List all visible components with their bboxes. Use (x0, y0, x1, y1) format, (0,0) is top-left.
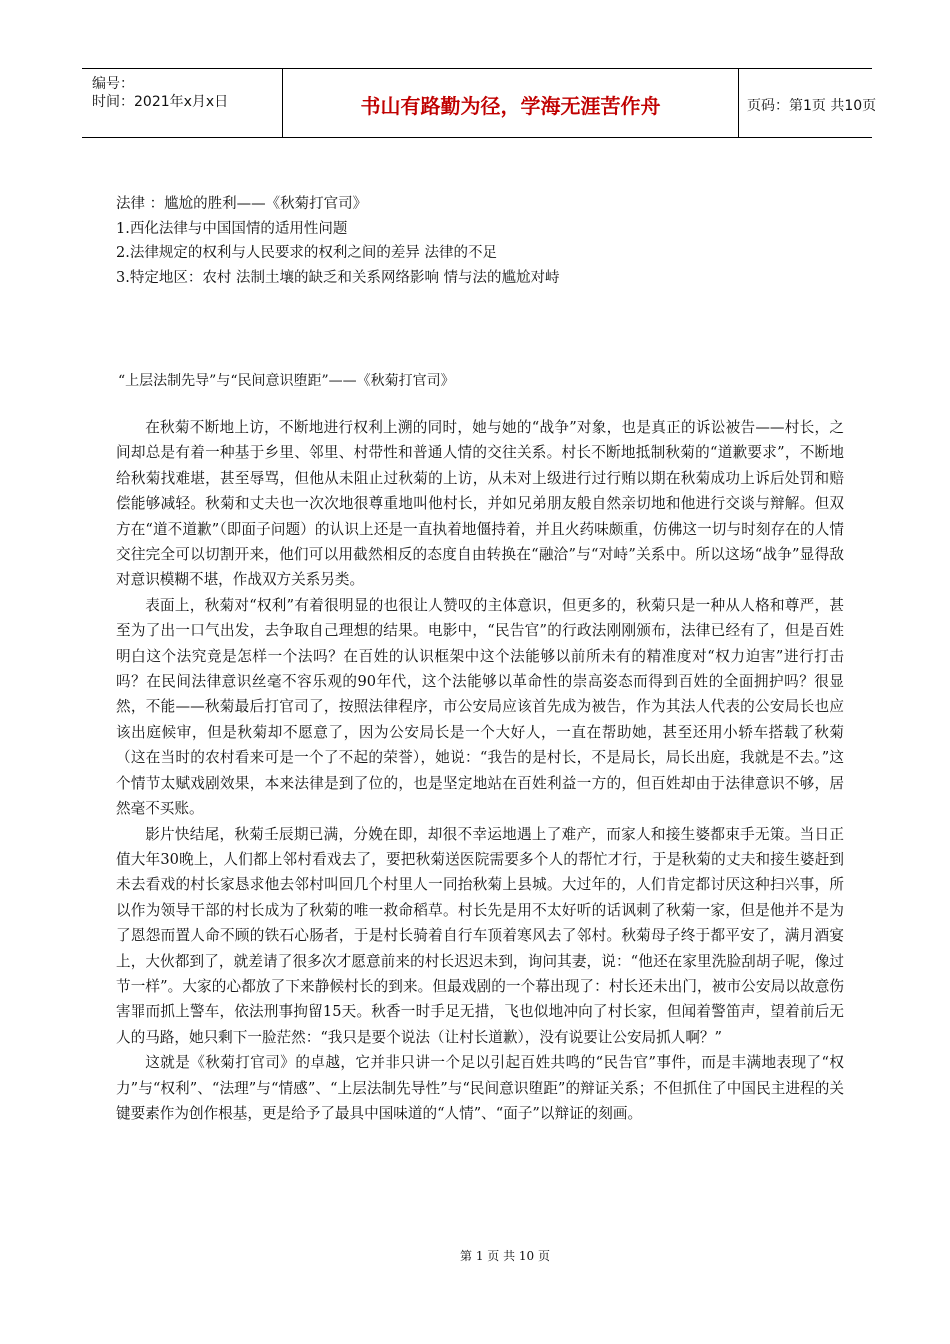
body-paragraph: 在秋菊不断地上访，不断地进行权利上溯的同时，她与她的“战争”对象，也是真正的诉讼被告——村长，之间却总是有着一种基于乡里、邻里、村带性和普通人情的交往关系。村长不断地抵制秋菊的“道歉要求”，不断地给秋菊找难堪，甚至辱骂，但他从未阻止过秋菊的上访，从未对上级进行过行贿以期在秋菊成功上诉后处罚和赔偿能够减轻。秋菊和丈夫也一次次地很尊重地叫他村长，并如兄弟朋友般自然亲切地和他进行交谈与辩解。但双方在“道不道歉”（即面子问题）的认识上还是一直执着地僵持着，并且火药味颇重，仿佛这一切与时刻存在的人情交往完全可以切割开来，他们可以用截然相反的态度自由转换在“融洽”与“对峙”关系中。所以这场“战争”显得敌对意识模糊不堪，作战双方关系另类。 (116, 419, 844, 589)
outline-item: 3.特定地区：农村 法制土壤的缺乏和关系网络影响 情与法的尴尬对峙 (116, 269, 560, 286)
footer-page-number: 第 1 页 共 10 页 (460, 1249, 550, 1263)
body-paragraph: 表面上，秋菊对“权利”有着很明显的也很让人赞叹的主体意识，但更多的，秋菊只是一种从人格和尊严，甚至为了出一口气出发，去争取自己理想的结果。电影中，“民告官”的行政法刚刚颁布，法律已经有了，但是百姓明白这个法究竟是怎样一个法吗？在百姓的认识框架中这个法能够以前所未有的精准度对“权力迫害”进行打击吗？在民间法律意识丝毫不容乐观的90年代，这个法能够以革命性的崇高姿态而得到百姓的全面拥护吗？很显然，不能——秋菊最后打官司了，按照法律程序，市公安局应该首先成为被告，作为其法人代表的公安局长也应该出庭候审，但是秋菊却不愿意了，因为公安局长是一个大好人，一直在帮助她，甚至还用小轿车搭载了秋菊（这在当时的农村看来可是一个了不起的荣誉），她说：“我告的是村长，不是局长，局长出庭，我就是不去。”这个情节太赋戏剧效果，本来法律是到了位的，也是坚定地站在百姓利益一方的，但百姓却由于法律意识不够，居然毫不买账。 (116, 596, 844, 818)
article-title: “上层法制先导”与“民间意识堕距”——《秋菊打官司》 (118, 373, 455, 389)
document-number-label: 编号： (92, 76, 134, 92)
outline-item: 1.西化法律与中国国情的适用性问题 (116, 220, 348, 237)
header-page-cell (737, 69, 877, 137)
header-page-number: 页码：第1页 共10页 (747, 98, 877, 114)
outline-item: 2.法律规定的权利与人民要求的权利之间的差异 法律的不足 (116, 245, 497, 261)
outline-title: 法律 ：尴尬的胜利——《秋菊打官司》 (116, 196, 368, 212)
body-paragraph: 影片快结尾，秋菊壬辰期已满，分娩在即，却很不幸运地遇上了难产，而家人和接生婆都束手无策。当日正值大年30晚上，人们都上邻村看戏去了，要把秋菊送医院需要多个人的帮忙才行，于是秋菊的丈夫和接生婆赶到未去看戏的村长家恳求他去邻村叫回几个村里人一同抬秋菊上县城。大过年的，人们肯定都讨厌这种扫兴事，所以作为领导干部的村长成为了秋菊的唯一救命稻草。村长先是用不太好听的话讽刺了秋菊一家，但是他并不是为了恩怨而置人命不顾的铁石心肠者，于是村长骑着自行车顶着寒风去了邻村。秋菊母子终于都平安了，满月酒宴上，大伙都到了，就差请了很多次才愿意前来的村长迟迟未到，询问其妻，说：“他还在家里洗脸刮胡子呢，像过节一样”。大家的心都放了下来静候村长的到来。但最戏剧的一个幕出现了：村长还未出门，被市公安局以故意伤害罪而抓上警车，依法刑事拘留15天。秋香一时手足无措，飞也似地冲向了村长家，但闻着警笛声，望着前后无人的马路，她只剩下一脸茫然：“我只是要个说法（让村长道歉），没有说要让公安局抓人啊？” (116, 825, 844, 1046)
document-date-label: 时间：2021年x月x日 (92, 94, 229, 110)
page-footer (0, 1247, 950, 1264)
outline-section (116, 192, 560, 290)
header-motto-cell (282, 69, 739, 137)
article-body (116, 415, 844, 1126)
header-info-cell (82, 69, 282, 137)
body-paragraph: 这就是《秋菊打官司》的卓越，它并非只讲一个足以引起百姓共鸣的“民告官”事件，而是丰满地表现了“权力”与“权利”、“法理”与“情感”、“上层法制先导性”与“民间意识堕距”的辩证关系；不但抓住了中国民主进程的关键要素作为创作根基，更是给予了最具中国味道的“人情”、“面子”以辩证的刻画。 (116, 1054, 844, 1122)
header-motto: 书山有路勤为径，学海无涯苦作舟 (360, 94, 661, 118)
header-table (82, 68, 877, 138)
